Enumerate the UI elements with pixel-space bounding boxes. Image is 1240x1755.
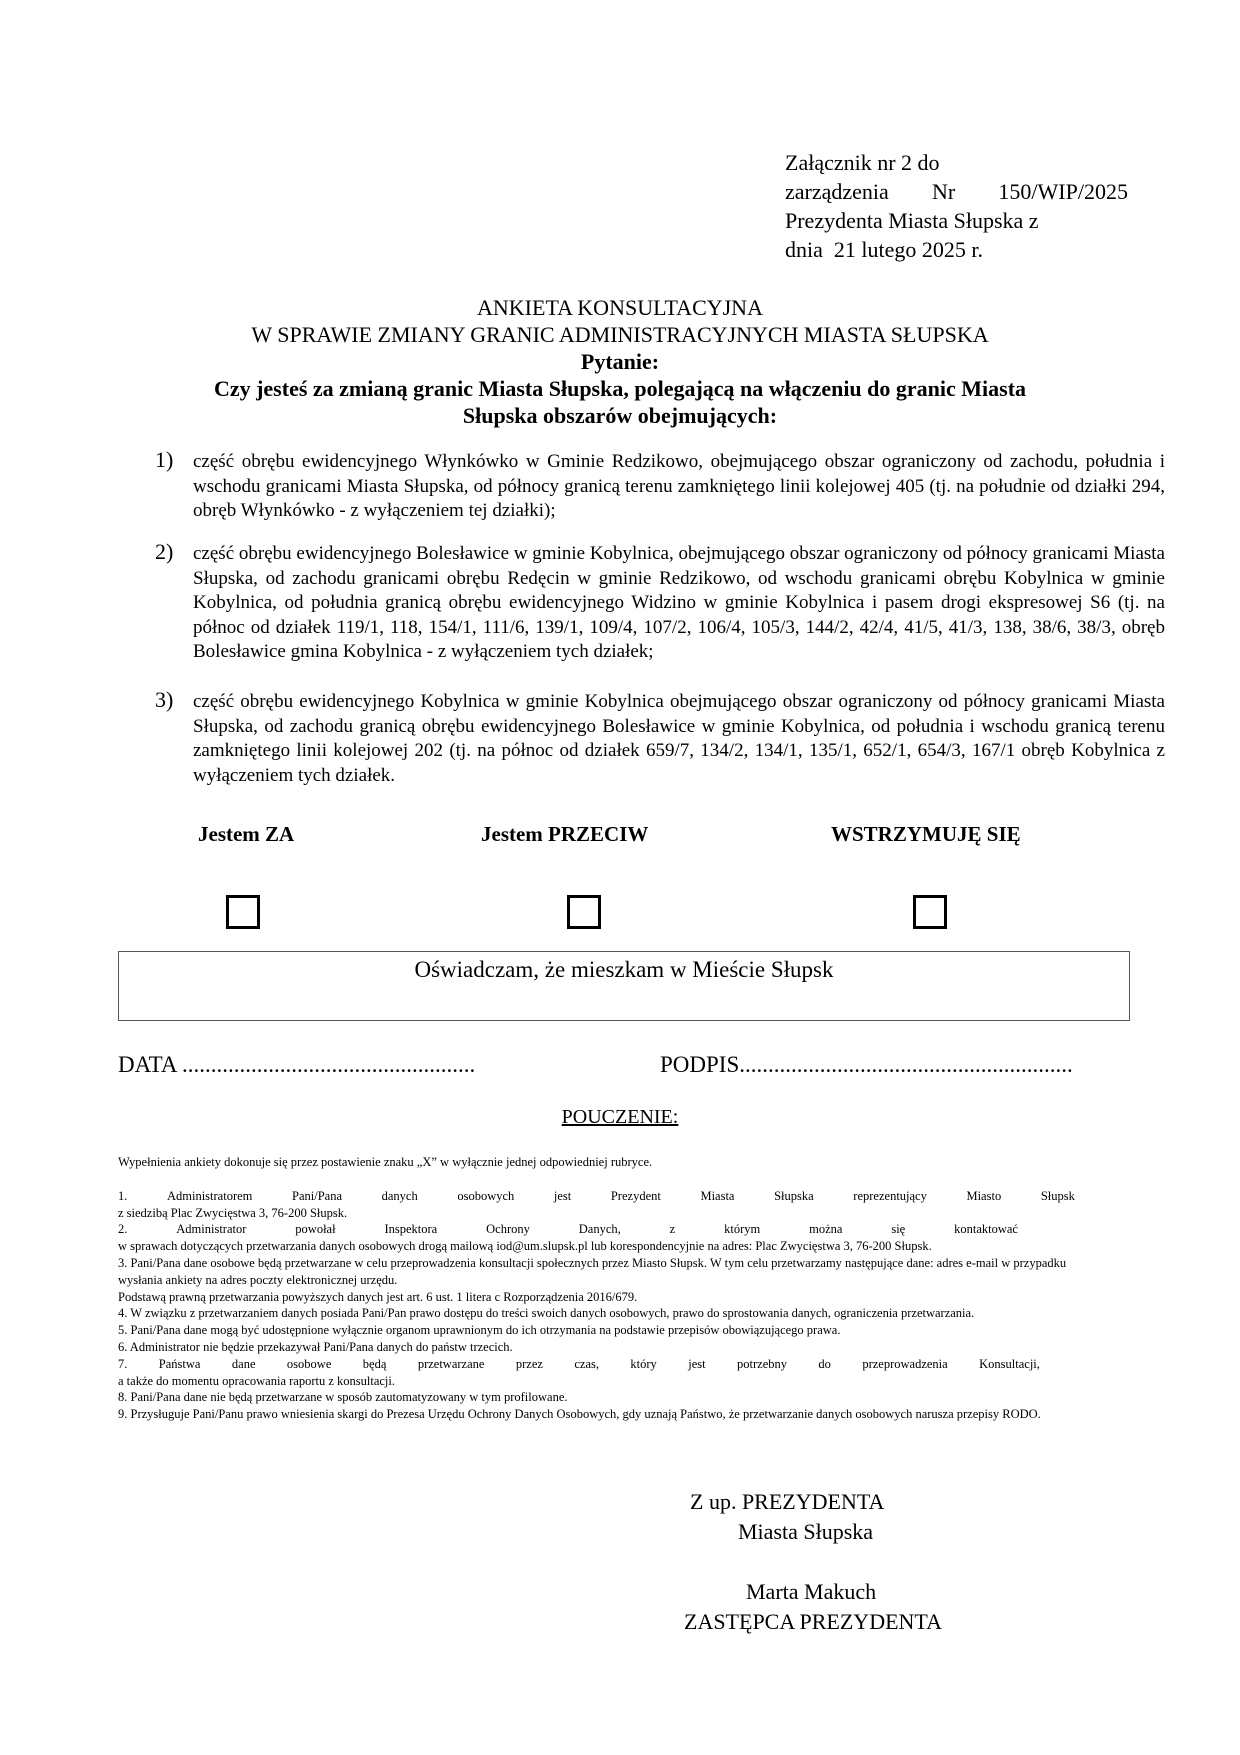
notice-word: Inspektora	[384, 1222, 438, 1237]
notice-point-1	[118, 1188, 1075, 1222]
notice-point-6: 6. Administrator nie będzie przekazywał Pani/Pana danych do państw trzecich.	[118, 1339, 513, 1354]
notice-word: do	[818, 1356, 831, 1371]
signature-city: Miasta Słupska	[738, 1519, 874, 1544]
notice-word: można	[809, 1222, 843, 1237]
notice-word: Słupska	[774, 1188, 814, 1203]
attachment-word: Nr	[932, 179, 956, 204]
signatory-position: ZASTĘPCA PREZYDENTA	[684, 1609, 942, 1634]
notice-point-9: 9. Przysługuje Pani/Panu prawo wniesienia skargi do Prezesa Urzędu Ochrony Danych Osobowych, gdy uznają Państwo, że przetwarzanie danych osobowych narusza przepisy RODO.	[118, 1407, 1041, 1422]
notice-word: potrzebny	[737, 1356, 787, 1371]
notice-word: Pani/Pana	[292, 1188, 342, 1203]
question-label: Pytanie:	[580, 349, 660, 374]
notice-justified-line	[118, 1188, 1075, 1205]
notice-word: 7.	[118, 1356, 128, 1371]
question-text-line-2: Słupska obszarów obejmujących:	[462, 403, 778, 428]
notice-word: Miasto	[966, 1188, 1002, 1203]
notice-word: jest	[688, 1356, 706, 1371]
notice-point-2-continued: w sprawach dotyczących przetwarzania danych osobowych drogą mailową iod@um.slupsk.pl lub korespondencyjnie na adres: Plac Zwycięstwa 3, 76-200 Słupsk.	[118, 1239, 932, 1254]
option-item	[155, 447, 1165, 524]
option-number: 1)	[155, 447, 174, 472]
notice-word: Ochrony	[486, 1222, 530, 1237]
option-text: część obrębu ewidencyjnego Bolesławice w gminie Kobylnica, obejmującego obszar ograniczony od północy granicami Miasta Słupska, od zachodu granicami obrębu Redęcin w gminie Redzikowo, od wschodu granicami obrębu Kobylnica w gminie Kobylnica, od południa granicą obrębu ewidencyjnego Widzino w gminie Kobylnica i pasem drogi ekspresowej S6 (tj. na północ od działek 119/1, 118, 154/1, 111/6, 139/1, 109/4, 107/2, 106/4, 105/3, 144/2, 42/4, 41/5, 41/3, 138, 38/6, 38/3, obręb Bolesławice gmina Kobylnica - z wyłączeniem tych działek;	[193, 543, 1165, 662]
notice-word: przez	[515, 1356, 543, 1371]
notice-point-2	[118, 1221, 1075, 1255]
attachment-line-3: Prezydenta Miasta Słupska z	[785, 208, 1039, 233]
notice-word: Administratorem	[166, 1188, 253, 1203]
survey-title: ANKIETA KONSULTACYJNA	[477, 295, 763, 320]
notice-word: Słupsk	[1040, 1188, 1075, 1203]
vote-against-checkbox[interactable]	[567, 895, 601, 929]
notice-word: Konsultacji,	[979, 1356, 1040, 1371]
survey-subtitle: W SPRAWIE ZMIANY GRANIC ADMINISTRACYJNYCH MIASTA SŁUPSKA	[251, 322, 989, 347]
notice-point-3: 3. Pani/Pana dane osobowe będą przetwarzane w celu przeprowadzenia konsultacji społecznych przez Miasto Słupsk. W tym celu przetwarzamy następujące dane: adres e-mail w przypadku wysłania ankiety na adres poczty elektronicznej urzędu.	[118, 1255, 1067, 1287]
option-item	[155, 687, 1165, 788]
question-text-line-1: Czy jesteś za zmianą granic Miasta Słupska, polegającą na włączeniu do granic Miasta	[213, 376, 1027, 401]
vote-against-label: Jestem PRZECIW	[481, 822, 649, 846]
notice-word: powołał	[295, 1222, 336, 1237]
signature-authority: Z up. PREZYDENTA	[690, 1489, 885, 1514]
vote-for-checkbox[interactable]	[226, 895, 260, 929]
signature-field[interactable]: PODPIS..........................................................	[660, 1052, 1073, 1077]
notice-word: danych	[381, 1188, 418, 1203]
attachment-line-2	[785, 177, 1128, 206]
option-text: część obrębu ewidencyjnego Kobylnica w gminie Kobylnica obejmującego obszar ograniczony od północy granicami Miasta Słupska, od zachodu granicą obrębu ewidencyjnego Bolesławice w gminie Kobylnica, od południa i wschodu granicą terenu zamkniętego linii kolejowej 202 (tj. na północ od działek 659/7, 134/2, 134/1, 135/1, 652/1, 654/3, 167/1 obręb Kobylnica z wyłączeniem tych działek.	[193, 691, 1165, 786]
notice-heading-text: POUCZENIE:	[561, 1106, 679, 1128]
residence-declaration-text: Oświadczam, że mieszkam w Mieście Słupsk	[414, 957, 834, 982]
signatory-name: Marta Makuch	[746, 1579, 877, 1604]
notice-word: reprezentujący	[853, 1188, 927, 1203]
notice-word: Prezydent	[610, 1188, 661, 1203]
attachment-line-4: dnia 21 lutego 2025 r.	[785, 237, 983, 262]
notice-heading	[120, 1106, 1120, 1129]
date-field[interactable]: DATA ...................................................	[118, 1052, 476, 1077]
notice-word: Administrator	[176, 1222, 247, 1237]
notice-point-4: 4. W związku z przetwarzaniem danych posiada Pani/Pan prawo dostępu do treści swoich danych osobowych, prawo do sprostowania danych, ograniczenia przetwarzania.	[118, 1306, 975, 1321]
notice-justified-line	[118, 1221, 1018, 1238]
notice-intro: Wypełnienia ankiety dokonuje się przez postawienie znaku „X” w wyłącznie jednej odpowiedniej rubryce.	[118, 1155, 653, 1169]
signature-spacer	[690, 1547, 1000, 1577]
attachment-word: zarządzenia	[785, 179, 889, 204]
notice-point-7	[118, 1356, 1075, 1390]
notice-word: osobowych	[457, 1188, 515, 1203]
attachment-word: 150/WIP/2025	[998, 179, 1128, 204]
notice-word: przeprowadzenia	[862, 1356, 948, 1371]
option-number: 2)	[155, 539, 174, 564]
notice-point-1-continued: z siedzibą Plac Zwycięstwa 3, 76-200 Słupsk.	[118, 1205, 348, 1220]
option-number: 3)	[155, 687, 174, 712]
notice-point-5: 5. Pani/Pana dane mogą być udostępnione wyłącznie organom uprawnionym do ich otrzymania na podstawie przepisów obowiązującego prawa.	[118, 1323, 841, 1338]
notice-word: którym	[724, 1222, 761, 1237]
vote-abstain-label: WSTRZYMUJĘ SIĘ	[831, 822, 1021, 846]
notice-word: jest	[553, 1188, 572, 1203]
notice-word: Miasta	[700, 1188, 735, 1203]
privacy-notice	[118, 1154, 1075, 1423]
notice-point-8: 8. Pani/Pana dane nie będą przetwarzane w sposób zautomatyzowany w tym profilowane.	[118, 1390, 568, 1405]
vote-for-label: Jestem ZA	[198, 822, 295, 846]
notice-word: który	[630, 1356, 657, 1371]
notice-word: dane	[231, 1356, 256, 1371]
attachment-reference	[785, 148, 1128, 264]
official-signature-block	[684, 1487, 1000, 1637]
notice-word: 2.	[118, 1222, 128, 1237]
notice-word: z	[669, 1222, 676, 1237]
notice-word: 1.	[118, 1188, 128, 1203]
survey-title-block	[120, 294, 1120, 429]
notice-point-7-continued: a także do momentu opracowania raportu z konsultacji.	[118, 1373, 395, 1388]
option-text: część obrębu ewidencyjnego Włynkówko w Gminie Redzikowo, obejmującego obszar ograniczony od zachodu, południa i wschodu granicami Miasta Słupska, od północy granicą terenu zamkniętego linii kolejowej 405 (tj. na południe od działki 294, obręb Włynkówko - z wyłączeniem tej działki);	[193, 451, 1165, 521]
notice-word: się	[891, 1222, 906, 1237]
notice-word: kontaktować	[954, 1222, 1018, 1237]
vote-abstain-checkbox[interactable]	[913, 895, 947, 929]
notice-word: osobowe	[286, 1356, 332, 1371]
notice-word: Danych,	[578, 1222, 621, 1237]
notice-justified-line	[118, 1356, 1040, 1373]
residence-declaration-box	[118, 951, 1130, 1021]
notice-point-3-legal-basis: Podstawą prawną przetwarzania powyższych danych jest art. 6 ust. 1 litera c Rozporządzenia 2016/679.	[118, 1289, 638, 1304]
notice-word: będą	[362, 1356, 387, 1371]
notice-word: przetwarzane	[417, 1356, 485, 1371]
notice-word: czas,	[574, 1356, 599, 1371]
notice-word: Państwa	[158, 1356, 201, 1371]
option-item	[155, 539, 1165, 665]
attachment-line-1: Załącznik nr 2 do	[785, 150, 940, 175]
